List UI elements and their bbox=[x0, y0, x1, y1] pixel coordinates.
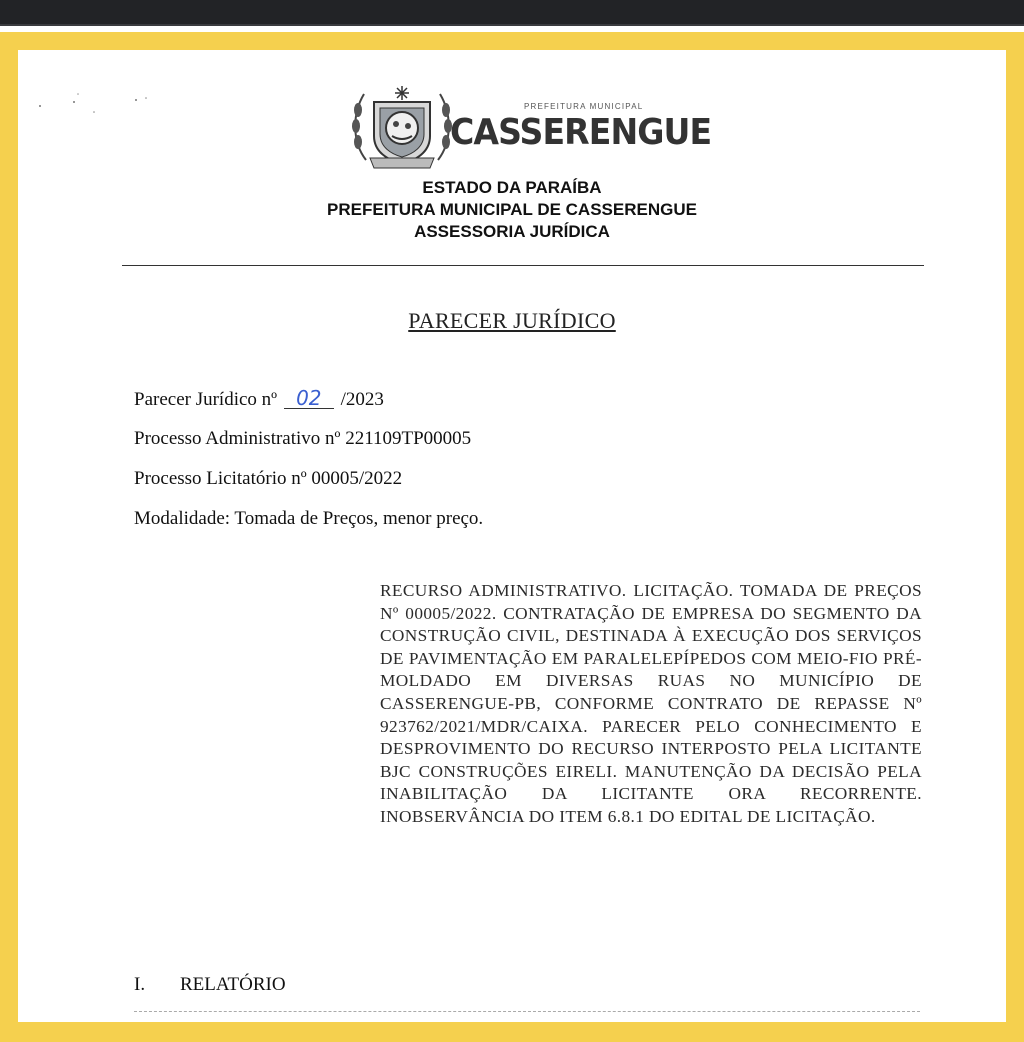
top-bar bbox=[0, 0, 1024, 26]
section-rule bbox=[134, 1011, 920, 1012]
processo-administrativo: Processo Administrativo nº 221109TP00005 bbox=[134, 428, 472, 449]
document-title: PARECER JURÍDICO bbox=[408, 308, 616, 333]
handwritten-number: 02 bbox=[284, 388, 334, 409]
logo-subtitle: PREFEITURA MUNICIPAL bbox=[524, 102, 644, 111]
header-state: ESTADO DA PARAÍBA bbox=[422, 178, 602, 197]
modalidade: Modalidade: Tomada de Preços, menor preço. bbox=[134, 508, 484, 529]
parecer-number-line bbox=[134, 388, 384, 411]
section-heading bbox=[134, 974, 286, 996]
parecer-prefix: Parecer Jurídico nº bbox=[134, 389, 278, 410]
header-prefeitura: PREFEITURA MUNICIPAL DE CASSERENGUE bbox=[327, 200, 697, 219]
header-rule bbox=[122, 265, 924, 266]
coat-of-arms-icon bbox=[346, 84, 458, 170]
logo-name: CASSERENGUE bbox=[450, 112, 712, 153]
yellow-frame bbox=[0, 32, 1024, 1042]
processo-licitatorio: Processo Licitatório nº 00005/2022 bbox=[134, 468, 403, 489]
section-number: I. bbox=[134, 974, 146, 995]
section-title: RELATÓRIO bbox=[180, 974, 286, 995]
document-title-wrap bbox=[18, 308, 1006, 334]
header-assessoria: ASSESSORIA JURÍDICA bbox=[414, 222, 610, 241]
parecer-suffix: /2023 bbox=[340, 389, 384, 410]
scan-specks bbox=[38, 92, 158, 132]
municipal-logo bbox=[346, 84, 718, 170]
ementa-block: RECURSO ADMINISTRATIVO. LICITAÇÃO. TOMADA DE PREÇOS Nº 00005/2022. CONTRATAÇÃO DE EMPRESA DO SEGMENTO DA CONSTRUÇÃO CIVIL, DESTINADA À EXECUÇÃO DOS SERVIÇOS DE PAVIMENTAÇÃO EM PARALELEPÍPEDOS COM MEIO-FIO PRÉ-MOLDADO EM DIVERSAS RUAS NO MUNICÍPIO DE CASSERENGUE-PB, CONFORME CONTRATO DE REPASSE Nº 923762/2021/MDR/CAIXA. PARECER PELO CONHECIMENTO E DESPROVIMENTO DO RECURSO INTERPOSTO PELA LICITANTE BJC CONSTRUÇÕES EIRELI. MANUTENÇÃO DA DECISÃO PELA INABILITAÇÃO DA LICITANTE ORA RECORRENTE. INOBSERVÂNCIA DO ITEM 6.8.1 DO EDITAL DE LICITAÇÃO. bbox=[380, 581, 922, 826]
document-page bbox=[18, 50, 1006, 1022]
